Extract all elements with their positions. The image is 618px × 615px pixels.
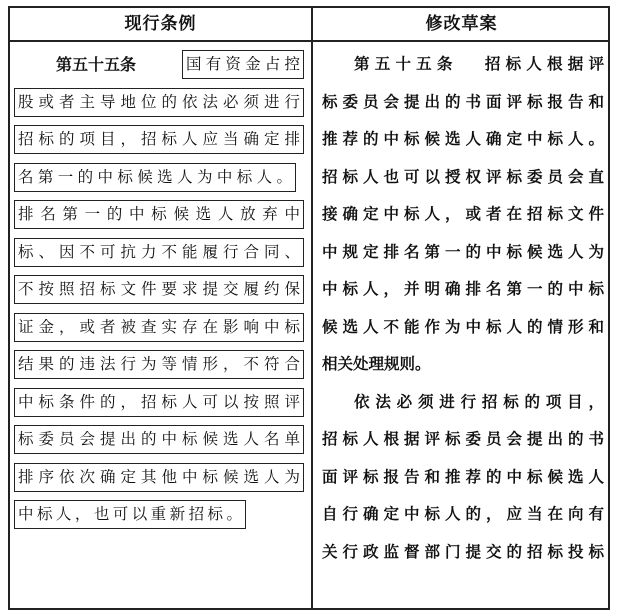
- current-article-number: 第五十五条: [56, 55, 137, 74]
- current-regulation-column: [14, 46, 304, 534]
- current-line: [14, 309, 304, 347]
- draft-line: 标委员会提出的书面评标报告和: [322, 92, 604, 111]
- current-line: [14, 159, 304, 197]
- current-line: [14, 496, 304, 534]
- draft-line: 招标人根据评标委员会提出的书: [322, 430, 604, 448]
- highlighted-text: 股或者主导地位的依法必须进行: [14, 88, 304, 117]
- highlighted-text: 国有资金占控: [182, 50, 304, 79]
- draft-line: 候选人不能作为中标人的情形和: [322, 317, 604, 336]
- draft-line: 关行政监督部门提交的招标投标: [322, 542, 604, 561]
- draft-line: 相关处理规则。: [322, 355, 431, 373]
- current-line: [14, 421, 304, 459]
- current-line: [14, 234, 304, 272]
- draft-amendment-column: [322, 46, 604, 571]
- draft-line: 推荐的中标候选人确定中标人。: [322, 130, 604, 148]
- highlighted-text: 标委员会提出的中标候选人名单: [14, 425, 304, 454]
- current-line: [14, 346, 304, 384]
- draft-line: 自行确定中标人的，应当在向有: [322, 505, 604, 523]
- highlighted-text: 不按照招标文件要求提交履约保: [14, 275, 304, 304]
- current-line: [14, 271, 304, 309]
- highlighted-text: 标、因不可抗力不能履行合同、: [14, 238, 304, 267]
- current-line: [14, 121, 304, 159]
- draft-line: 接确定中标人，或者在招标文件: [322, 205, 604, 223]
- current-line: [14, 46, 304, 84]
- highlighted-text: 招标的项目，招标人应当确定排: [14, 125, 304, 154]
- header-draft-amendment: 修改草案: [425, 14, 498, 34]
- highlighted-text: 排名第一的中标候选人放弃中: [14, 200, 304, 229]
- comparison-table: [8, 6, 610, 610]
- highlighted-text: 名第一的中标候选人为中标人。: [14, 163, 296, 192]
- highlighted-text: 中标人，也可以重新招标。: [14, 500, 246, 529]
- draft-line: 招标人也可以授权评标委员会直: [322, 167, 604, 186]
- current-line: [14, 196, 304, 234]
- draft-article-number: 第五十五条: [354, 55, 458, 73]
- highlighted-text: 排序依次确定其他中标候选人为: [14, 463, 304, 492]
- current-line: [14, 384, 304, 422]
- header-current-regulation: 现行条例: [124, 14, 197, 34]
- draft-line: [322, 46, 604, 84]
- highlighted-text: 中标条件的，招标人可以按照评: [14, 388, 304, 417]
- current-line: [14, 84, 304, 122]
- draft-line: 中规定排名第一的中标候选人为: [322, 242, 604, 261]
- header-divider: [10, 40, 608, 42]
- current-line: [14, 459, 304, 497]
- draft-line: 中标人，并明确排名第一的中标: [322, 280, 604, 298]
- column-divider: [311, 8, 313, 608]
- draft-line: 依法必须进行招标的项目，: [354, 392, 604, 411]
- draft-line: 面评标报告和推荐的中标候选人: [322, 467, 604, 486]
- draft-text: 招标人根据评: [479, 55, 604, 73]
- highlighted-text: 证金，或者被查实存在影响中标: [14, 313, 304, 342]
- highlighted-text: 结果的违法行为等情形，不符合: [14, 350, 304, 379]
